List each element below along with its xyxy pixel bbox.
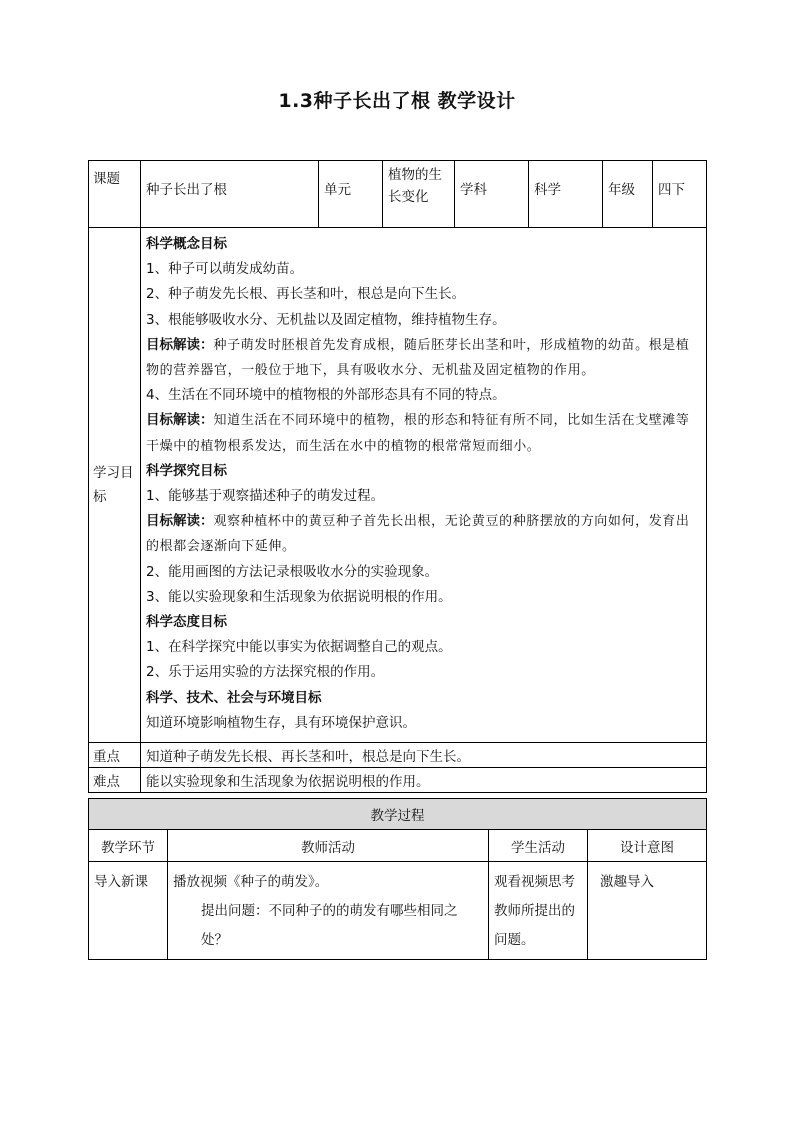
objective-line: [146, 509, 702, 559]
objective-line: [146, 333, 702, 383]
objective-text: 种子萌发时胚根首先发育成根，随后胚芽长出茎和叶，形成植物的幼苗。根是植物的营养器官，一般位于地下，具有吸收水分、无机盐及固定植物的作用。: [146, 337, 690, 379]
teacher-line-2: 提出问题：不同种子的的萌发有哪些相同之处？: [201, 903, 458, 948]
objective-text: 2、乐于运用实验的方法探究根的作用。: [146, 664, 385, 681]
objective-line: [146, 635, 702, 660]
objective-line: [146, 585, 702, 610]
page-title: 1.3种子长出了根 教学设计: [278, 90, 516, 112]
teacher-line-1: 播放视频《种子的萌发》。: [173, 874, 329, 890]
objective-heading: 科学态度目标: [146, 614, 227, 631]
objective-text: 1、能够基于观察描述种子的萌发过程。: [146, 488, 385, 505]
objective-line: [146, 282, 702, 307]
teaching-process-table: [88, 798, 707, 960]
key-point-label: 重点: [89, 743, 141, 768]
objectives-content: [141, 228, 707, 743]
subject-label: 学科: [455, 161, 529, 228]
row-stage: 导入新课: [89, 862, 168, 960]
topic-value: 种子长出了根: [141, 161, 319, 228]
objective-line: [146, 711, 702, 736]
objective-line: [146, 686, 702, 711]
row-intent: 激趣导入: [588, 862, 707, 960]
objective-heading: 目标解读：: [146, 513, 214, 530]
lesson-info-table: [88, 160, 707, 793]
objective-heading: 科学概念目标: [146, 236, 227, 252]
difficulty-label: 难点: [89, 768, 141, 793]
subject-value: 科学: [529, 161, 603, 228]
grade-label: 年级: [603, 161, 653, 228]
objective-heading: 目标解读：: [146, 412, 214, 429]
col-intent: 设计意图: [588, 830, 707, 862]
grade-value: 四下: [653, 161, 707, 228]
objective-line: [146, 308, 702, 333]
objective-line: [146, 484, 702, 509]
col-teacher: 教师活动: [168, 830, 489, 862]
objective-line: [146, 408, 702, 458]
col-stage: 教学环节: [89, 830, 168, 862]
objective-text: 1、种子可以萌发成幼苗。: [146, 261, 304, 278]
topic-label: 课题: [89, 161, 141, 228]
objective-text: 2、能用画图的方法记录根吸收水分的实验现象。: [146, 563, 439, 580]
key-point-text: 知道种子萌发先长根、再长茎和叶，根总是向下生长。: [141, 743, 707, 768]
objective-text: 知道环境影响植物生存，具有环境保护意识。: [146, 714, 416, 731]
row-teacher: [168, 862, 489, 960]
process-heading: 教学过程: [89, 799, 707, 830]
objective-line: [146, 560, 702, 585]
objectives-label: 学习目标: [89, 228, 141, 743]
objective-heading: 目标解读：: [146, 336, 214, 353]
objective-text: 3、能以实验现象和生活现象为依据说明根的作用。: [146, 588, 452, 605]
difficulty-text: 能以实验现象和生活现象为依据说明根的作用。: [141, 768, 707, 793]
unit-value: 植物的生长变化: [383, 161, 455, 228]
objective-text: 知道生活在不同环境中的植物，根的形态和特征有所不同，比如生活在戈壁滩等干燥中的植物根系发达，而生活在水中的植物的根常常短而细小。: [146, 413, 690, 454]
objective-heading: 科学、技术、社会与环境目标: [146, 689, 322, 706]
col-student: 学生活动: [489, 830, 588, 862]
objective-line: [146, 232, 702, 257]
objective-line: [146, 383, 702, 408]
objective-text: 3、根能够吸收水分、无机盐以及固定植物，维持植物生存。: [146, 311, 506, 328]
objective-line: [146, 610, 702, 635]
objective-heading: 科学探究目标: [146, 462, 227, 479]
objective-text: 1、在科学探究中能以事实为依据调整自己的观点。: [146, 639, 452, 656]
objective-line: [146, 257, 702, 282]
objective-line: [146, 459, 702, 484]
objective-text: 4、生活在不同环境中的植物根的外部形态具有不同的特点。: [146, 387, 506, 404]
unit-label: 单元: [319, 161, 383, 228]
objective-text: 观察种植杯中的黄豆种子首先长出根，无论黄豆的种脐摆放的方向如何，发育出的根都会逐渐向下延伸。: [146, 514, 690, 555]
objective-text: 2、种子萌发先长根、再长茎和叶，根总是向下生长。: [146, 286, 466, 303]
row-student: 观看视频思考教师所提出的问题。: [489, 862, 588, 960]
objective-line: [146, 660, 702, 685]
